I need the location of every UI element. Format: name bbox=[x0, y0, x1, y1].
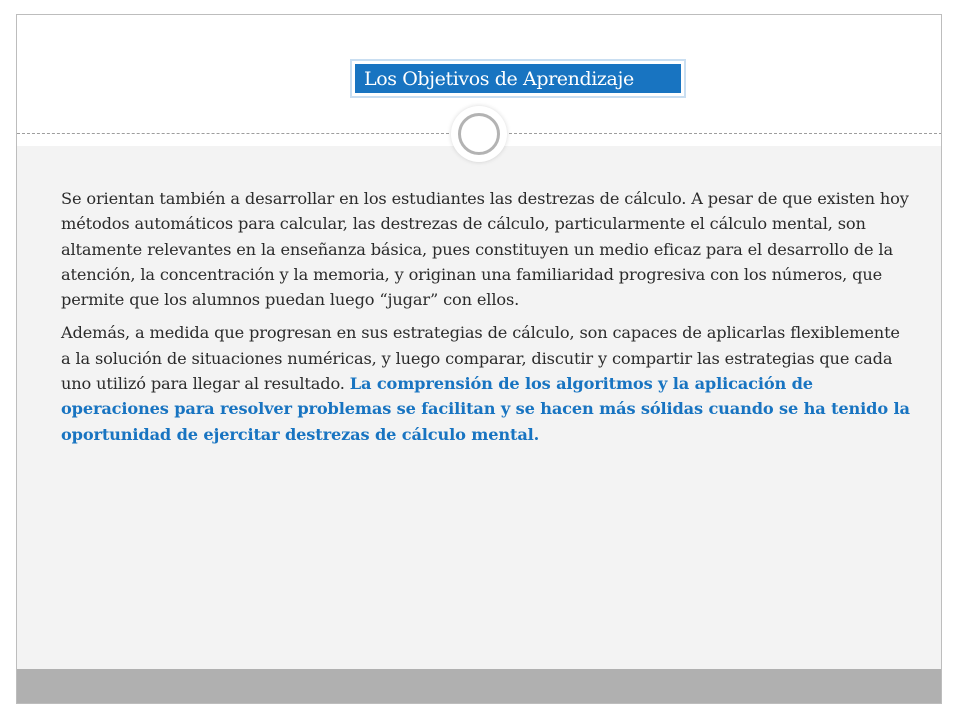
divider-line-left bbox=[17, 133, 449, 134]
paragraph-2-highlight: La comprensión de los algoritmos y la aplicación de operaciones para resolver problemas se facilitan y se hacen más sólidas cuando se ha tenido la oportunidad de ejercitar destrezas de cálculo mental. bbox=[61, 374, 910, 444]
divider-circle-icon bbox=[451, 106, 507, 162]
divider-ring bbox=[458, 113, 500, 155]
slide bbox=[16, 14, 942, 704]
divider-line-right bbox=[509, 133, 942, 134]
title-box bbox=[350, 59, 686, 98]
paragraph-2 bbox=[61, 320, 911, 446]
body-text bbox=[61, 186, 911, 455]
slide-title: Los Objetivos de Aprendizaje bbox=[355, 64, 681, 93]
paragraph-2-plain: Además, a medida que progresan en sus estrategias de cálculo, son capaces de aplicarlas flexiblemente a la solución de situaciones numéricas, y luego comparar, discutir y compartir las estrategias que cada uno utilizó para llegar al resultado. bbox=[61, 323, 900, 394]
paragraph-1: Se orientan también a desarrollar en los estudiantes las destrezas de cálculo. A pesar de que existen hoy métodos automáticos para calcular, las destrezas de cálculo, particularmente el cálculo mental, son altamente relevantes en la enseñanza básica, pues constituyen un medio eficaz para el desarrollo de la atención, la concentración y la memoria, y originan una familiaridad progresiva con los números, que permite que los alumnos puedan luego “jugar” con ellos. bbox=[61, 189, 909, 310]
footer-band bbox=[17, 669, 941, 703]
